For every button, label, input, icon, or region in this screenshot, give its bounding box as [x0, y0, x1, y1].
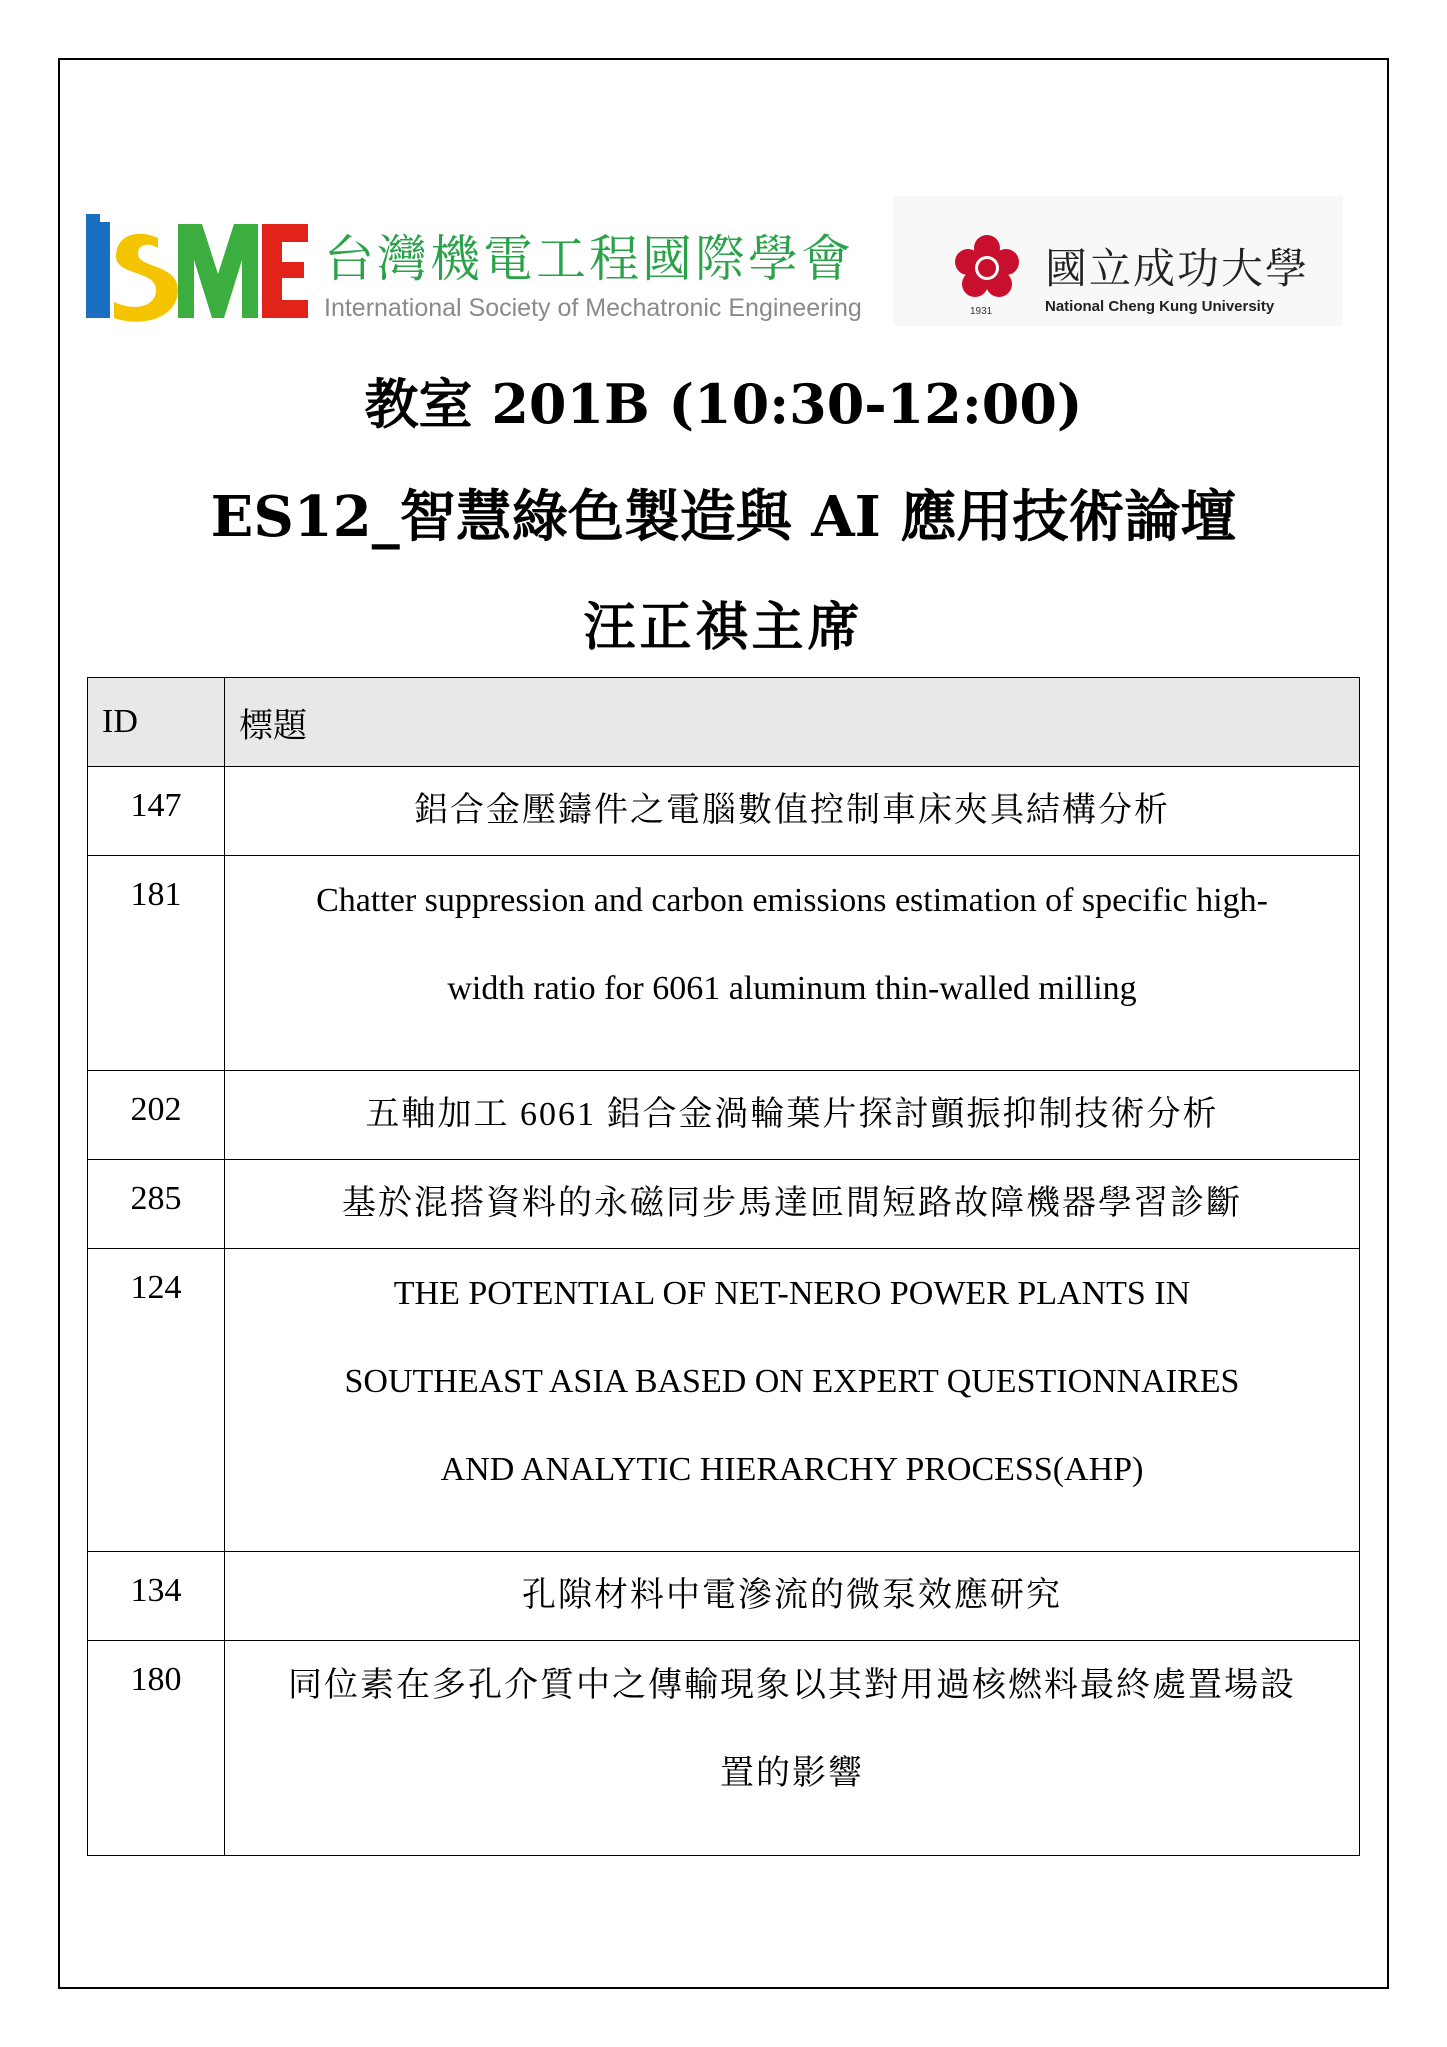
- paper-title: [225, 1249, 1360, 1552]
- isme-logo: [86, 214, 896, 326]
- isme-english-name: International Society of Mechatronic Engineering: [324, 294, 862, 322]
- paper-table: [87, 677, 1360, 1856]
- session-title: ES12_智慧綠色製造與 AI 應用技術論壇: [210, 484, 1237, 550]
- paper-title-line: 置的影響: [720, 1755, 864, 1792]
- paper-title: 孔隙材料中電滲流的微泵效應研究: [225, 1552, 1360, 1641]
- paper-title-line: 同位素在多孔介質中之傳輸現象以其對用過核燃料最終處置場設: [288, 1667, 1296, 1704]
- room-title: 教室 201B (10:30-12:00): [364, 372, 1083, 436]
- chair-title: 汪正祺主席: [583, 597, 864, 658]
- paper-id: 124: [88, 1249, 225, 1552]
- table-row: [88, 856, 1360, 1071]
- paper-title: 鋁合金壓鑄件之電腦數值控制車床夾具結構分析: [225, 767, 1360, 856]
- paper-id: 202: [88, 1071, 225, 1160]
- ncku-english-name: National Cheng Kung University: [1045, 298, 1275, 315]
- table-row: [88, 1552, 1360, 1641]
- paper-title: [225, 1641, 1360, 1856]
- ncku-logo: [893, 196, 1343, 326]
- paper-id: 181: [88, 856, 225, 1071]
- paper-title: 五軸加工 6061 鋁合金渦輪葉片探討顫振抑制技術分析: [225, 1071, 1360, 1160]
- ncku-chinese-name: 國立成功大學: [1045, 244, 1310, 293]
- paper-id: 147: [88, 767, 225, 856]
- table-row: [88, 1160, 1360, 1249]
- table-header-row: [88, 678, 1360, 767]
- paper-title-line: width ratio for 6061 aluminum thin-walled milling: [447, 970, 1137, 1007]
- table-row: [88, 767, 1360, 856]
- ncku-seal-icon: [953, 234, 1021, 302]
- table-row: [88, 1071, 1360, 1160]
- isme-chinese-name: 台灣機電工程國際學會: [324, 230, 854, 288]
- ncku-founding-year: 1931: [970, 306, 993, 317]
- paper-id: 134: [88, 1552, 225, 1641]
- paper-title: 基於混搭資料的永磁同步馬達匝間短路故障機器學習診斷: [225, 1160, 1360, 1249]
- paper-id: 180: [88, 1641, 225, 1856]
- paper-title-line: THE POTENTIAL OF NET-NERO POWER PLANTS IN: [393, 1275, 1191, 1312]
- table-row: [88, 1249, 1360, 1552]
- isme-mark-icon: [86, 214, 308, 326]
- paper-id: 285: [88, 1160, 225, 1249]
- table-row: [88, 1641, 1360, 1856]
- paper-title: [225, 856, 1360, 1071]
- paper-title-line: AND ANALYTIC HIERARCHY PROCESS(AHP): [440, 1451, 1144, 1488]
- paper-title-line: SOUTHEAST ASIA BASED ON EXPERT QUESTIONNAIRES: [344, 1363, 1240, 1400]
- paper-title-line: Chatter suppression and carbon emissions estimation of specific high-: [316, 882, 1268, 919]
- column-header-title: 標題: [225, 678, 1360, 767]
- column-header-id: ID: [88, 678, 225, 767]
